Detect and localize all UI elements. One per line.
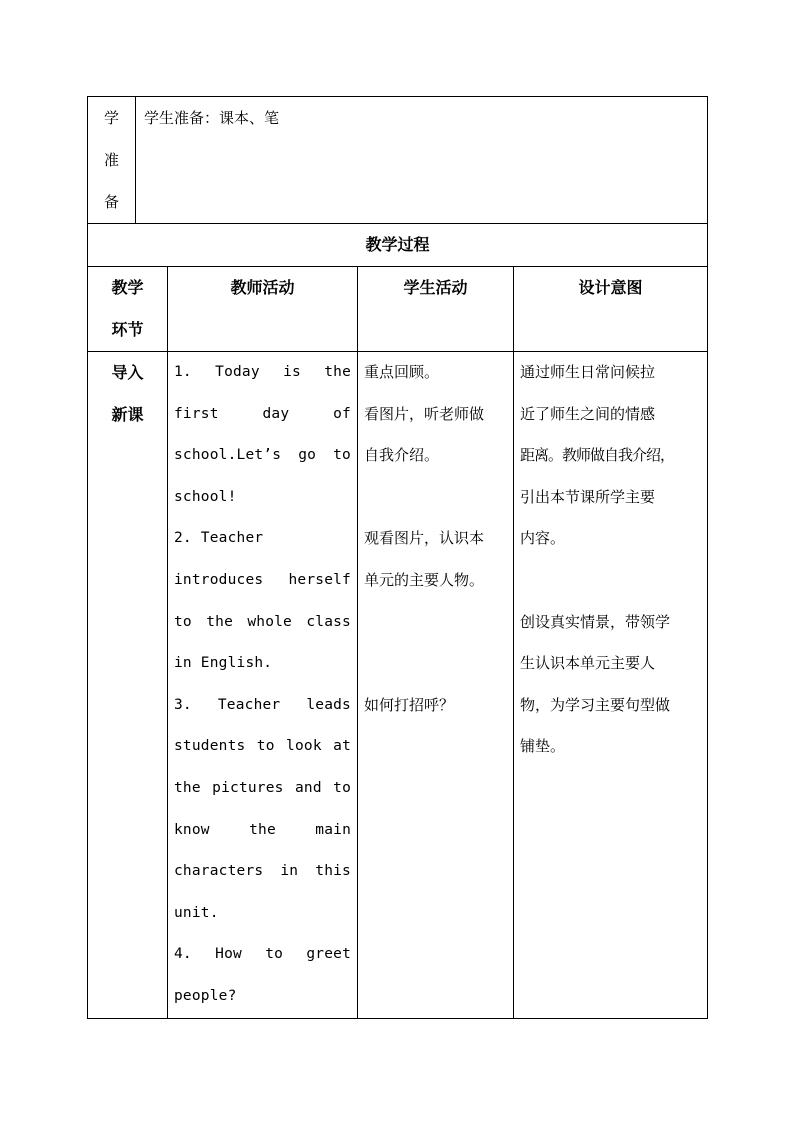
student-line: 自我介绍。 xyxy=(364,446,440,465)
teacher-line: 2. Teacher xyxy=(174,530,264,547)
prep-text: 学生准备：课本、笔 xyxy=(144,109,280,127)
header-design: 设计意图 xyxy=(514,267,708,352)
teaching-process-table xyxy=(87,223,708,1019)
design-line: 铺垫。 xyxy=(520,737,566,756)
design-line: 通过师生日常问候拉 xyxy=(520,363,656,381)
design-line: 内容。 xyxy=(520,529,566,548)
teacher-line: unit. xyxy=(174,904,219,921)
spacer xyxy=(364,643,507,685)
teacher-line: school.Let’s go to xyxy=(174,447,351,464)
design-line: 物，为学习主要句型做 xyxy=(520,695,671,714)
teacher-line: know the main xyxy=(174,821,351,838)
teacher-line: people? xyxy=(174,987,237,1004)
stage-line: 新课 xyxy=(111,404,144,424)
lesson-plan-sheet xyxy=(87,96,707,1019)
student-activity-cell xyxy=(358,352,514,1019)
prep-side-char: 准 xyxy=(103,151,119,169)
header-stage-line: 环节 xyxy=(111,320,144,339)
student-prep-table xyxy=(87,96,708,224)
design-line: 创设真实情景，带领学 xyxy=(520,612,671,631)
teacher-line: to the whole class xyxy=(174,613,351,630)
student-line: 看图片，听老师做 xyxy=(364,404,485,423)
design-line: 距离。教师做自我介绍， xyxy=(520,446,675,465)
spacer xyxy=(364,602,507,644)
design-line: 近了师生之间的情感 xyxy=(520,404,656,423)
student-line: 重点回顾。 xyxy=(364,363,440,381)
teacher-line: first day of xyxy=(174,405,351,422)
header-student: 学生活动 xyxy=(358,267,514,352)
teacher-line: 4. How to greet xyxy=(174,946,351,963)
teacher-line: introduces herself xyxy=(174,571,351,588)
section-title: 教学过程 xyxy=(88,224,708,267)
student-line: 如何打招呼？ xyxy=(364,695,455,714)
teacher-activity-cell xyxy=(168,352,358,1019)
prep-side-char: 学 xyxy=(103,109,119,127)
stage-line: 导入 xyxy=(111,363,144,382)
prep-content xyxy=(136,97,708,224)
prep-side-label xyxy=(88,97,136,224)
spacer xyxy=(520,560,701,602)
teacher-line: the pictures and to xyxy=(174,779,351,796)
stage-cell xyxy=(88,352,168,1019)
teacher-line: students to look at xyxy=(174,738,351,755)
design-line: 生认识本单元主要人 xyxy=(520,654,656,673)
design-line: 引出本节课所学主要 xyxy=(520,487,656,506)
header-stage xyxy=(88,267,168,352)
student-line: 单元的主要人物。 xyxy=(364,570,485,589)
prep-side-char: 备 xyxy=(103,193,119,211)
teacher-line: 1. Today is the xyxy=(174,364,351,380)
header-stage-line: 教学 xyxy=(111,278,144,297)
teacher-line: characters in this xyxy=(174,863,351,880)
teacher-line: 3. Teacher leads xyxy=(174,696,351,713)
spacer xyxy=(364,477,507,519)
design-intent-cell xyxy=(514,352,708,1019)
teacher-line: school! xyxy=(174,488,237,505)
student-line: 观看图片，认识本 xyxy=(364,529,485,548)
teacher-line: in English. xyxy=(174,655,273,672)
header-teacher: 教师活动 xyxy=(168,267,358,352)
